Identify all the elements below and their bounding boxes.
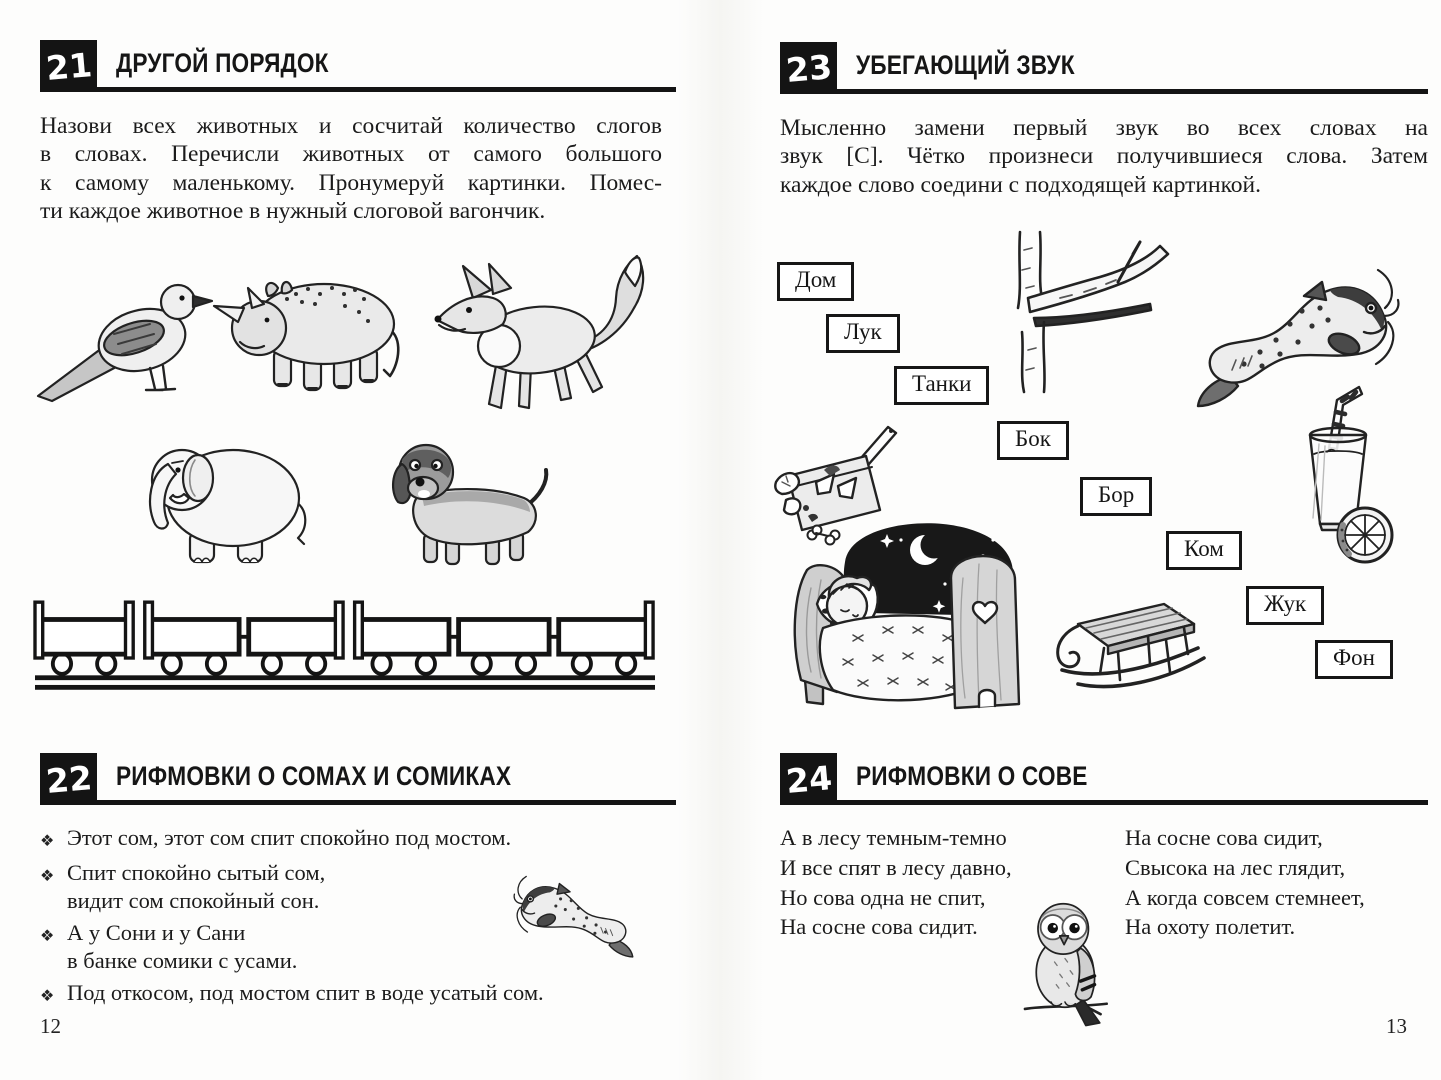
word-card-luk: Лук: [826, 314, 900, 353]
word-card-dom: Дом: [777, 262, 854, 301]
elephant-illustration: [138, 436, 313, 568]
exercise-number: 22: [43, 757, 94, 801]
verse-line: На охоту полетит.: [1125, 914, 1296, 940]
instruction-line: к самому маленькому. Пронумеруй картинки. Помес-: [40, 169, 662, 196]
owl-illustration: [1018, 892, 1118, 1032]
diamond-bullet-icon: ❖: [40, 865, 55, 885]
exercise-24-header: [780, 753, 1428, 805]
exercise-22-header: [40, 753, 676, 805]
verse-line: А в лесу темным-темно: [780, 825, 1007, 850]
exercise-23-number-badge: [780, 42, 837, 94]
exercise-number: 24: [783, 757, 834, 801]
word-card-tanki: Танки: [894, 366, 989, 405]
verse-line: А когда совсем стемнеет,: [1125, 884, 1365, 910]
exercise-24-stanza-2: [1125, 823, 1365, 942]
bird-illustration: [30, 272, 235, 404]
rhyme-item: [40, 979, 668, 1011]
rhyme-line: в банке сомики с усами.: [67, 948, 298, 973]
catfish-illustration: [515, 858, 660, 970]
rhyme-line: Этот сом, этот сом спит спокойно под мостом.: [67, 825, 512, 850]
tree-branch-illustration: [1000, 232, 1175, 392]
exercise-23-instructions: [780, 114, 1428, 199]
rhinoceros-illustration: [212, 266, 407, 398]
rhyme-line: А у Сони и у Сани: [67, 919, 246, 945]
rhyme-line: Под откосом, под мостом спит в воде усатый сом.: [67, 979, 544, 1005]
exercise-22-title: РИФМОВКИ О СОМАХ И СОМИКАХ: [116, 761, 512, 791]
fox-illustration: [425, 248, 650, 428]
exercise-24-number-badge: [780, 753, 837, 805]
verse-line: На сосне сова сидит.: [780, 914, 978, 940]
exercise-24-stanza-1: [780, 823, 1012, 942]
left-page-number: 12: [40, 1014, 61, 1038]
rhyme-item: [40, 824, 668, 856]
instruction-line: Мысленно замени первый звук во всех словах на: [780, 115, 1428, 141]
instruction-line: Назови всех животных и сосчитай количество слогов: [40, 113, 662, 139]
instruction-line: ти каждое животное в нужный слоговой вагончик.: [40, 198, 546, 225]
word-card-kom: Ком: [1166, 531, 1242, 570]
exercise-number: 21: [43, 44, 94, 88]
exercise-22-number-badge: [40, 753, 97, 805]
dachshund-illustration: [368, 430, 553, 570]
exercise-number: 23: [783, 46, 834, 90]
verse-line: И все спят в лесу давно,: [780, 854, 1012, 880]
rhyme-line: Спит спокойно сытый сом,: [67, 859, 326, 885]
exercise-23-title: УБЕГАЮЩИЙ ЗВУК: [856, 50, 1075, 80]
instruction-line: в словах. Перечисли животных от самого большого: [40, 141, 662, 168]
right-page-number: 13: [1386, 1014, 1407, 1038]
exercise-21-header: [40, 40, 676, 92]
instruction-line: каждое слово соедини с подходящей картинкой.: [780, 171, 1262, 198]
exercise-23-header: [780, 42, 1428, 94]
syllable-train-illustration: [35, 598, 655, 692]
diamond-bullet-icon: ❖: [40, 925, 55, 945]
word-card-bok: Бок: [997, 421, 1069, 460]
word-card-fon: Фон: [1315, 640, 1393, 679]
sled-illustration: [1048, 592, 1208, 704]
exercise-24-title: РИФМОВКИ О СОВЕ: [856, 761, 1088, 791]
diamond-bullet-icon: ❖: [40, 831, 55, 850]
exercise-21-instructions: [40, 112, 662, 226]
exercise-21-number-badge: [40, 40, 97, 92]
glass-of-juice-illustration: [1283, 378, 1398, 568]
diamond-bullet-icon: ❖: [40, 985, 55, 1005]
verse-line: Свысока на лес глядит,: [1125, 854, 1346, 880]
rhyme-line: видит сом спокойный сон.: [67, 888, 320, 913]
verse-line: Но сова одна не спит,: [780, 884, 986, 910]
instruction-line: звук [С]. Чётко произнеси получившиеся слова. Затем: [780, 143, 1428, 170]
sleeping-child-in-bed-illustration: [783, 518, 1038, 718]
exercise-21-title: ДРУГОЙ ПОРЯДОК: [116, 48, 329, 78]
word-card-bor: Бор: [1080, 477, 1152, 516]
verse-line: На сосне сова сидит,: [1125, 825, 1323, 850]
word-card-zhuk: Жук: [1246, 586, 1324, 625]
